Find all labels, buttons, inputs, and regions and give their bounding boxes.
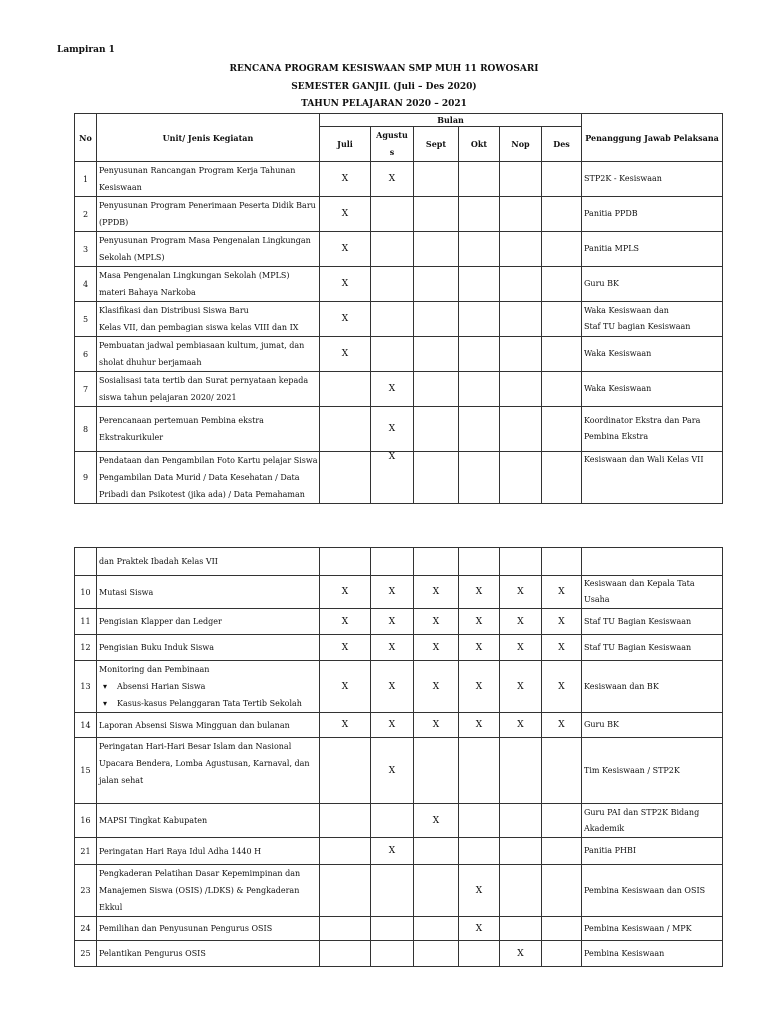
month-mark-okt — [459, 197, 500, 232]
month-mark-juli: X — [320, 609, 371, 635]
penanggung-jawab-line: Pembina Kesiswaan dan OSIS — [584, 885, 706, 895]
month-mark-sept — [414, 452, 459, 504]
penanggung-jawab-line: Guru PAI dan STP2K Bidang — [584, 807, 700, 817]
kegiatan-line: sholat dhuhur berjamaah — [99, 358, 202, 367]
table-row — [75, 407, 723, 452]
month-mark-okt: X — [459, 635, 500, 661]
month-mark-agustus — [371, 917, 414, 941]
month-mark-sept: X — [414, 713, 459, 738]
kegiatan-cell — [97, 267, 320, 302]
month-mark-des — [542, 337, 582, 372]
kegiatan-line: MAPSI Tingkat Kabupaten — [99, 816, 208, 825]
penanggung-jawab-line: Staf TU Bagian Kesiswaan — [584, 616, 692, 626]
month-mark-okt: X — [459, 865, 500, 917]
row-number: 4 — [75, 267, 97, 302]
penanggung-jawab-line: Akademik — [584, 823, 625, 833]
month-mark-des — [542, 548, 582, 576]
header-no: No — [75, 114, 97, 162]
penanggung-jawab-line: Panitia PHBI — [584, 846, 636, 855]
month-mark-des: X — [542, 576, 582, 609]
penanggung-jawab-cell — [582, 635, 723, 661]
month-mark-des — [542, 452, 582, 504]
table-row — [75, 865, 723, 917]
kegiatan-cell — [97, 917, 320, 941]
kegiatan-line: Penyusunan Program Masa Pengenalan Lingkungan — [99, 236, 311, 245]
month-mark-agustus: X — [371, 162, 414, 197]
month-mark-agustus: X — [371, 713, 414, 738]
bullet-icon: ▾ — [103, 699, 108, 708]
month-mark-sept: X — [414, 635, 459, 661]
month-mark-sept — [414, 372, 459, 407]
kegiatan-cell — [97, 609, 320, 635]
month-mark-nop — [500, 407, 542, 452]
row-number: 24 — [75, 917, 97, 941]
penanggung-jawab-cell — [582, 407, 723, 452]
row-number: 5 — [75, 302, 97, 337]
month-mark-juli: X — [320, 337, 371, 372]
kegiatan-bullet-item — [99, 695, 317, 712]
month-mark-agustus — [371, 804, 414, 838]
kegiatan-line: Pengambilan Data Murid / Data Kesehatan / Data — [99, 473, 300, 482]
table-row — [75, 267, 723, 302]
penanggung-jawab-line: Panitia MPLS — [584, 244, 639, 253]
month-mark-juli — [320, 407, 371, 452]
month-mark-des — [542, 804, 582, 838]
penanggung-jawab-cell — [582, 941, 723, 967]
month-mark-sept — [414, 865, 459, 917]
table-row — [75, 713, 723, 738]
month-mark-juli: X — [320, 162, 371, 197]
row-number: 9 — [75, 452, 97, 504]
month-mark-okt — [459, 267, 500, 302]
month-mark-juli: X — [320, 267, 371, 302]
month-mark-nop: X — [500, 941, 542, 967]
kegiatan-line: Klasifikasi dan Distribusi Siswa Baru — [99, 306, 249, 315]
kegiatan-cell — [97, 713, 320, 738]
month-mark-sept: X — [414, 661, 459, 713]
month-mark-agustus — [371, 337, 414, 372]
month-mark-agustus: X — [371, 635, 414, 661]
penanggung-jawab-line: Guru BK — [584, 279, 619, 288]
month-mark-agustus: X — [371, 372, 414, 407]
kegiatan-line: Perencanaan pertemuan Pembina ekstra — [99, 416, 264, 425]
kegiatan-cell — [97, 865, 320, 917]
penanggung-jawab-line: Waka Kesiswaan — [584, 384, 652, 393]
month-mark-okt: X — [459, 609, 500, 635]
table-row — [75, 917, 723, 941]
penanggung-jawab-cell — [582, 661, 723, 713]
header-penanggung-jawab: Penanggung Jawab Pelaksana — [582, 114, 723, 162]
penanggung-jawab-cell — [582, 452, 723, 504]
penanggung-jawab-line: Staf TU Bagian Kesiswaan — [584, 642, 692, 652]
month-mark-sept — [414, 548, 459, 576]
month-mark-juli: X — [320, 635, 371, 661]
bullet-text: Kasus-kasus Pelanggaran Tata Tertib Sekolah — [117, 699, 302, 708]
month-mark-nop: X — [500, 609, 542, 635]
month-mark-juli — [320, 917, 371, 941]
month-mark-agustus — [371, 197, 414, 232]
table-row — [75, 941, 723, 967]
month-mark-des: X — [542, 609, 582, 635]
penanggung-jawab-line: Kesiswaan dan BK — [584, 681, 659, 691]
table-row — [75, 609, 723, 635]
month-mark-nop — [500, 865, 542, 917]
penanggung-jawab-line: Kesiswaan dan Wali Kelas VII — [584, 455, 704, 464]
row-number: 23 — [75, 865, 97, 917]
month-mark-agustus — [371, 548, 414, 576]
month-mark-okt — [459, 162, 500, 197]
month-mark-okt — [459, 838, 500, 865]
penanggung-jawab-line: Kesiswaan dan Kepala Tata — [584, 579, 695, 588]
kegiatan-line: Pengisian Buku Induk Siswa — [99, 643, 215, 652]
month-mark-agustus — [371, 941, 414, 967]
month-mark-agustus: X — [371, 609, 414, 635]
header-kegiatan: Unit/ Jenis Kegiatan — [97, 114, 320, 162]
program-table-part-2 — [74, 547, 723, 967]
header-month-agustus: Agustu s — [371, 127, 414, 162]
month-mark-juli: X — [320, 197, 371, 232]
kegiatan-line: Ekkul — [99, 903, 123, 912]
kegiatan-cell — [97, 162, 320, 197]
month-mark-des — [542, 232, 582, 267]
month-mark-agustus: X — [371, 576, 414, 609]
penanggung-jawab-line: Pembina Ekstra — [584, 432, 649, 441]
month-mark-des — [542, 197, 582, 232]
month-mark-okt — [459, 804, 500, 838]
month-mark-sept — [414, 302, 459, 337]
kegiatan-line: Kelas VII, dan pembagian siswa kelas VIII dan IX — [99, 323, 299, 332]
kegiatan-bullet-item — [99, 678, 317, 695]
penanggung-jawab-cell — [582, 548, 723, 576]
month-mark-okt: X — [459, 576, 500, 609]
kegiatan-line: siswa tahun pelajaran 2020/ 2021 — [99, 393, 237, 402]
kegiatan-line: Pemilihan dan Penyusunan Pengurus OSIS — [99, 924, 273, 933]
row-number: 11 — [75, 609, 97, 635]
kegiatan-cell — [97, 302, 320, 337]
kegiatan-cell — [97, 337, 320, 372]
table-row — [75, 804, 723, 838]
month-mark-okt — [459, 548, 500, 576]
kegiatan-line: Pembuatan jadwal pembiasaan kultum, jumat, dan — [99, 341, 305, 350]
month-mark-okt: X — [459, 661, 500, 713]
header-month-nop: Nop — [500, 127, 542, 162]
month-mark-nop — [500, 302, 542, 337]
header-bulan: Bulan — [320, 114, 582, 127]
month-mark-sept — [414, 941, 459, 967]
lampiran-label: Lampiran 1 — [57, 45, 115, 55]
month-mark-nop: X — [500, 635, 542, 661]
row-number: 3 — [75, 232, 97, 267]
month-mark-des: X — [542, 713, 582, 738]
month-mark-sept: X — [414, 609, 459, 635]
month-mark-agustus — [371, 865, 414, 917]
month-mark-okt — [459, 372, 500, 407]
kegiatan-line: dan Praktek Ibadah Kelas VII — [99, 557, 218, 566]
row-number — [75, 548, 97, 576]
month-mark-des: X — [542, 661, 582, 713]
kegiatan-line: Sekolah (MPLS) — [99, 253, 165, 262]
month-mark-nop — [500, 917, 542, 941]
month-mark-nop: X — [500, 661, 542, 713]
month-mark-nop — [500, 452, 542, 504]
month-mark-agustus — [371, 302, 414, 337]
month-mark-juli — [320, 941, 371, 967]
kegiatan-line: Masa Pengenalan Lingkungan Sekolah (MPLS) — [99, 271, 290, 280]
penanggung-jawab-cell — [582, 337, 723, 372]
month-mark-sept: X — [414, 576, 459, 609]
month-mark-juli — [320, 838, 371, 865]
kegiatan-cell — [97, 232, 320, 267]
month-mark-agustus — [371, 232, 414, 267]
bullet-icon: ▾ — [103, 682, 108, 691]
penanggung-jawab-line: Waka Kesiswaan dan — [584, 306, 669, 315]
header-month-sept: Sept — [414, 127, 459, 162]
penanggung-jawab-cell — [582, 865, 723, 917]
table-row — [75, 738, 723, 804]
month-mark-juli: X — [320, 661, 371, 713]
month-mark-juli — [320, 865, 371, 917]
month-mark-des — [542, 372, 582, 407]
penanggung-jawab-line: Tim Kesiswaan / STP2K — [584, 765, 680, 775]
month-mark-juli: X — [320, 713, 371, 738]
kegiatan-cell — [97, 635, 320, 661]
kegiatan-cell — [97, 548, 320, 576]
month-mark-sept: X — [414, 804, 459, 838]
table-row — [75, 661, 723, 713]
penanggung-jawab-cell — [582, 232, 723, 267]
month-mark-des — [542, 407, 582, 452]
month-mark-juli — [320, 804, 371, 838]
month-mark-agustus: X — [371, 452, 414, 504]
kegiatan-line: Laporan Absensi Siswa Mingguan dan bulanan — [99, 720, 290, 730]
kegiatan-cell — [97, 197, 320, 232]
kegiatan-line: Penyusunan Program Penerimaan Peserta Didik Baru — [99, 201, 316, 210]
month-mark-sept — [414, 337, 459, 372]
penanggung-jawab-cell — [582, 302, 723, 337]
kegiatan-line: Pribadi dan Psikotest (jika ada) / Data Pemahaman — [99, 490, 305, 499]
kegiatan-line: Pelantikan Pengurus OSIS — [99, 949, 206, 958]
row-number: 25 — [75, 941, 97, 967]
table-row — [75, 302, 723, 337]
kegiatan-cell — [97, 838, 320, 865]
penanggung-jawab-line: Guru BK — [584, 720, 619, 729]
kegiatan-line: materi Bahaya Narkoba — [99, 288, 196, 297]
kegiatan-cell — [97, 738, 320, 804]
month-mark-des — [542, 738, 582, 804]
header-month-okt: Okt — [459, 127, 500, 162]
row-number: 7 — [75, 372, 97, 407]
table-row — [75, 337, 723, 372]
table-row — [75, 576, 723, 609]
month-mark-sept — [414, 197, 459, 232]
month-mark-sept — [414, 407, 459, 452]
penanggung-jawab-cell — [582, 162, 723, 197]
penanggung-jawab-line: Waka Kesiswaan — [584, 349, 652, 358]
kegiatan-line: jalan sehat — [99, 776, 144, 785]
penanggung-jawab-line: Usaha — [584, 595, 610, 604]
month-mark-juli — [320, 548, 371, 576]
penanggung-jawab-cell — [582, 576, 723, 609]
row-number: 2 — [75, 197, 97, 232]
penanggung-jawab-line: Pembina Kesiswaan / MPK — [584, 923, 692, 933]
kegiatan-line: Penyusunan Rancangan Program Kerja Tahunan — [99, 166, 296, 175]
month-mark-nop: X — [500, 576, 542, 609]
kegiatan-line: Kesiswaan — [99, 183, 142, 192]
kegiatan-cell — [97, 576, 320, 609]
month-mark-okt — [459, 738, 500, 804]
kegiatan-line: Sosialisasi tata tertib dan Surat pernyataan kepada — [99, 376, 309, 385]
month-mark-nop — [500, 838, 542, 865]
penanggung-jawab-line: Koordinator Ekstra dan Para — [584, 416, 701, 425]
bullet-text: Absensi Harian Siswa — [117, 682, 206, 691]
document-subtitle-year: TAHUN PELAJARAN 2020 – 2021 — [301, 99, 467, 109]
month-mark-des — [542, 838, 582, 865]
month-mark-nop — [500, 232, 542, 267]
penanggung-jawab-line: STP2K - Kesiswaan — [584, 174, 662, 183]
month-mark-agustus: X — [371, 407, 414, 452]
month-mark-nop — [500, 197, 542, 232]
penanggung-jawab-cell — [582, 917, 723, 941]
penanggung-jawab-cell — [582, 838, 723, 865]
kegiatan-line: Ekstrakurikuler — [99, 433, 164, 442]
month-mark-okt — [459, 941, 500, 967]
penanggung-jawab-line: Pembina Kesiswaan — [584, 948, 665, 958]
row-number: 13 — [75, 661, 97, 713]
month-mark-des — [542, 267, 582, 302]
program-table-part-1 — [74, 113, 723, 504]
month-mark-juli: X — [320, 302, 371, 337]
month-mark-nop — [500, 162, 542, 197]
month-mark-juli — [320, 372, 371, 407]
month-mark-okt: X — [459, 713, 500, 738]
table-row — [75, 635, 723, 661]
kegiatan-line: Peringatan Hari-Hari Besar Islam dan Nasional — [99, 742, 292, 751]
month-mark-sept — [414, 162, 459, 197]
kegiatan-cell — [97, 941, 320, 967]
kegiatan-cell — [97, 452, 320, 504]
header-month-juli: Juli — [320, 127, 371, 162]
month-mark-okt — [459, 407, 500, 452]
month-mark-sept — [414, 232, 459, 267]
penanggung-jawab-cell — [582, 738, 723, 804]
kegiatan-line: Pengkaderan Pelatihan Dasar Kepemimpinan dan — [99, 869, 301, 878]
month-mark-des — [542, 865, 582, 917]
table-row — [75, 838, 723, 865]
month-mark-nop — [500, 548, 542, 576]
month-mark-agustus — [371, 267, 414, 302]
row-number: 12 — [75, 635, 97, 661]
kegiatan-cell — [97, 661, 320, 713]
table-row — [75, 372, 723, 407]
table-row — [75, 548, 723, 576]
row-number: 14 — [75, 713, 97, 738]
table-row — [75, 197, 723, 232]
month-mark-agustus: X — [371, 838, 414, 865]
kegiatan-line: Monitoring dan Pembinaan — [99, 665, 210, 674]
row-number: 15 — [75, 738, 97, 804]
month-mark-nop — [500, 738, 542, 804]
month-mark-des — [542, 941, 582, 967]
penanggung-jawab-cell — [582, 197, 723, 232]
month-mark-okt — [459, 232, 500, 267]
month-mark-nop — [500, 337, 542, 372]
penanggung-jawab-cell — [582, 609, 723, 635]
month-mark-sept — [414, 738, 459, 804]
table-row — [75, 452, 723, 504]
month-mark-sept — [414, 838, 459, 865]
kegiatan-line: Mutasi Siswa — [99, 587, 154, 597]
month-mark-juli: X — [320, 576, 371, 609]
row-number: 6 — [75, 337, 97, 372]
penanggung-jawab-cell — [582, 804, 723, 838]
kegiatan-line: Pengisian Klapper dan Ledger — [99, 617, 222, 626]
month-mark-des — [542, 302, 582, 337]
kegiatan-line: Manajemen Siswa (OSIS) /LDKS) & Pengkaderan — [99, 886, 300, 895]
month-mark-des: X — [542, 635, 582, 661]
month-mark-sept — [414, 267, 459, 302]
kegiatan-line: Peringatan Hari Raya Idul Adha 1440 H — [99, 846, 262, 856]
row-number: 21 — [75, 838, 97, 865]
kegiatan-line: Pendataan dan Pengambilan Foto Kartu pelajar Siswa — [99, 456, 318, 465]
month-mark-okt — [459, 302, 500, 337]
row-number: 1 — [75, 162, 97, 197]
month-mark-nop — [500, 267, 542, 302]
penanggung-jawab-cell — [582, 267, 723, 302]
kegiatan-line: (PPDB) — [99, 218, 129, 227]
month-mark-okt — [459, 452, 500, 504]
month-mark-okt: X — [459, 917, 500, 941]
month-mark-juli — [320, 452, 371, 504]
kegiatan-cell — [97, 407, 320, 452]
penanggung-jawab-line: Staf TU bagian Kesiswaan — [584, 322, 691, 331]
row-number: 16 — [75, 804, 97, 838]
month-mark-nop — [500, 804, 542, 838]
month-mark-agustus: X — [371, 738, 414, 804]
month-mark-des — [542, 162, 582, 197]
penanggung-jawab-line: Panitia PPDB — [584, 209, 638, 218]
month-mark-agustus: X — [371, 661, 414, 713]
table-row — [75, 162, 723, 197]
document-subtitle-semester: SEMESTER GANJIL (Juli – Des 2020) — [291, 82, 477, 92]
month-mark-juli — [320, 738, 371, 804]
month-mark-sept — [414, 917, 459, 941]
month-mark-okt — [459, 337, 500, 372]
month-mark-nop: X — [500, 713, 542, 738]
kegiatan-cell — [97, 804, 320, 838]
kegiatan-line: Upacara Bendera, Lomba Agustusan, Karnaval, dan — [99, 759, 310, 768]
penanggung-jawab-cell — [582, 713, 723, 738]
month-mark-nop — [500, 372, 542, 407]
month-mark-juli: X — [320, 232, 371, 267]
table-row — [75, 232, 723, 267]
penanggung-jawab-cell — [582, 372, 723, 407]
month-mark-des — [542, 917, 582, 941]
row-number: 10 — [75, 576, 97, 609]
document-title: RENCANA PROGRAM KESISWAAN SMP MUH 11 ROWOSARI — [229, 64, 539, 74]
header-month-des: Des — [542, 127, 582, 162]
row-number: 8 — [75, 407, 97, 452]
kegiatan-cell — [97, 372, 320, 407]
